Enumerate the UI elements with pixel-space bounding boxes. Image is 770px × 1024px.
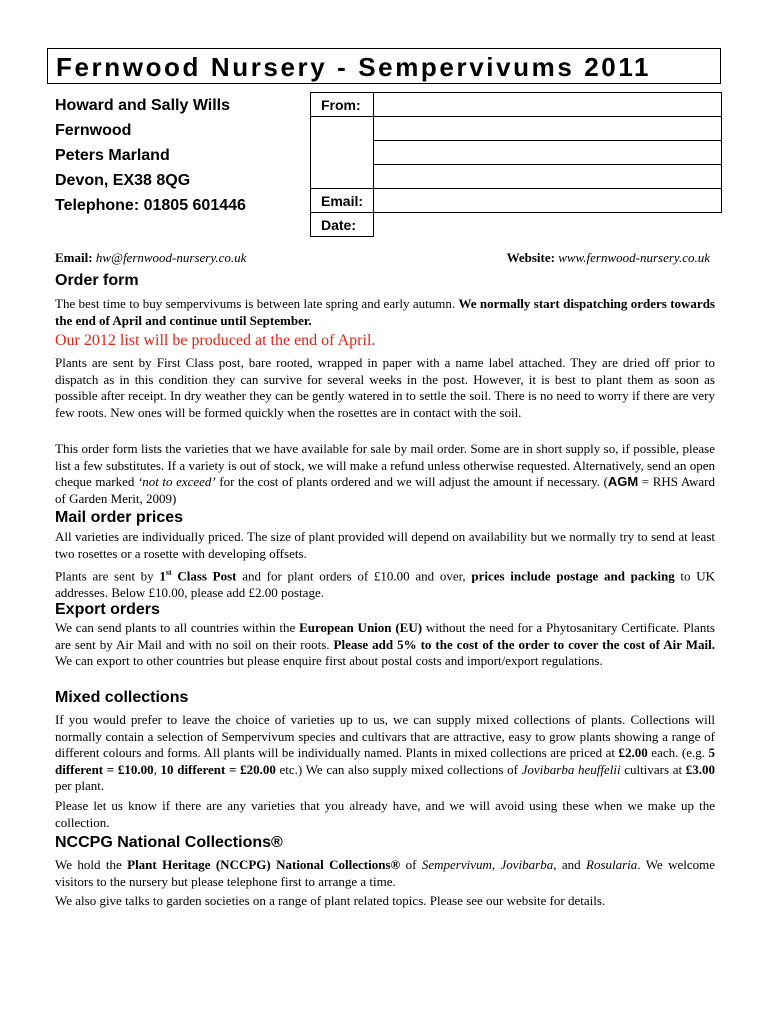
- order-details-form: [310, 92, 722, 237]
- from-label: From:: [311, 93, 374, 117]
- address-line-postcode: Devon, EX38 8QG: [55, 172, 191, 189]
- heading-order-form: Order form: [55, 272, 139, 289]
- contact-line: [55, 250, 710, 266]
- heading-nccpg: NCCPG National Collections®: [55, 834, 283, 851]
- heading-mixed-collections: Mixed collections: [55, 689, 189, 706]
- email-field[interactable]: [374, 189, 722, 213]
- nursery-address: [55, 93, 246, 218]
- email-caption: Email:: [55, 250, 93, 265]
- from-field-line-4[interactable]: [374, 165, 722, 189]
- from-field-line-2[interactable]: [374, 117, 722, 141]
- mixed-collections-note: Please let us know if there are any varieties that you already have, and we will avoid using these when we make up the collection.: [55, 798, 715, 830]
- mixed-collections-details: If you would prefer to leave the choice of varieties up to us, we can supply mixed collections of plants. Collections will normally contain a selection of Sempervivum species and cultivars that are attractive, easy to grow plants showing a range of different colours and forms. All plants will be individually named. Plants in mixed collections are priced at £2.00 each. (e.g. 5 different = £10.00, 10 different = £20.00 etc.) We can also supply mixed collections of Jovibarba heuffelii cultivars at £3.00 per plant.: [55, 712, 716, 793]
- notice-2012-list: Our 2012 list will be produced at the end of April.: [55, 332, 376, 349]
- address-line-street: Peters Marland: [55, 147, 170, 164]
- address-line-place: Fernwood: [55, 122, 132, 139]
- email-label: Email:: [311, 189, 374, 213]
- order-form-intro: The best time to buy sempervivums is between late spring and early autumn. We normally start dispatching orders towards the end of April and continue until September.: [55, 296, 715, 328]
- website-link[interactable]: www.fernwood-nursery.co.uk: [558, 250, 710, 265]
- from-field-line-1[interactable]: [374, 93, 722, 117]
- order-form-dispatch: Plants are sent by First Class post, bare rooted, wrapped in paper with a name label attached. They are dried off prior to dispatch as in this condition they can survive for several weeks in the post. However, it is best to plant them as soon as possible after receipt. In dry weather they can be gently watered in to settle the soil. There is no need to worry if there are very few roots. New ones will be formed quickly when the rosettes are in contact with the soil.: [55, 355, 715, 420]
- title-box: [47, 48, 721, 84]
- heading-mail-order-prices: Mail order prices: [55, 509, 184, 526]
- address-line-name: Howard and Sally Wills: [55, 97, 231, 114]
- heading-export-orders: Export orders: [55, 601, 160, 618]
- from-field-line-3[interactable]: [374, 141, 722, 165]
- order-form-substitutes: This order form lists the varieties that we have available for sale by mail order. Some are in short supply so, if possible, please list a few substitutes. If a variety is out of stock, we will make a refund unless otherwise requested. Alternatively, send an open cheque marked ‘not to exceed’ for the cost of plants ordered and we will adjust the amount if necessary. (AGM = RHS Award of Garden Merit, 2009): [55, 441, 715, 506]
- export-details: We can send plants to all countries within the European Union (EU) without the need for a Phytosanitary Certificate. Plants are sent by Air Mail and with no soil on their roots. Please add 5% to the cost of the order to cover the cost of Air Mail. We can export to other countries but please enquire first about postal costs and import/export regulations.: [55, 620, 715, 668]
- address-line-telephone: Telephone: 01805 601446: [55, 197, 246, 214]
- page-title: Fernwood Nursery - Sempervivums 2011: [56, 52, 652, 82]
- mail-order-postage: Plants are sent by 1st Class Post and for plant orders of £10.00 and over, prices include postage and packing to UK addresses. Below £10.00, please add £2.00 postage.: [55, 568, 715, 600]
- nccpg-collections: We hold the Plant Heritage (NCCPG) National Collections® of Sempervivum, Jovibarba, and Rosularia. We welcome visitors to the nursery but please telephone first to arrange a time.: [55, 857, 716, 889]
- nccpg-talks: We also give talks to garden societies on a range of plant related topics. Please see our website for details.: [55, 893, 606, 908]
- mail-order-size: All varieties are individually priced. The size of plant provided will depend on availability but we normally try to send at least two rosettes or a rosette with developing offsets.: [55, 529, 715, 561]
- email-link[interactable]: hw@fernwood-nursery.co.uk: [95, 250, 247, 265]
- date-label: Date:: [311, 213, 374, 237]
- website-caption: Website:: [506, 250, 555, 265]
